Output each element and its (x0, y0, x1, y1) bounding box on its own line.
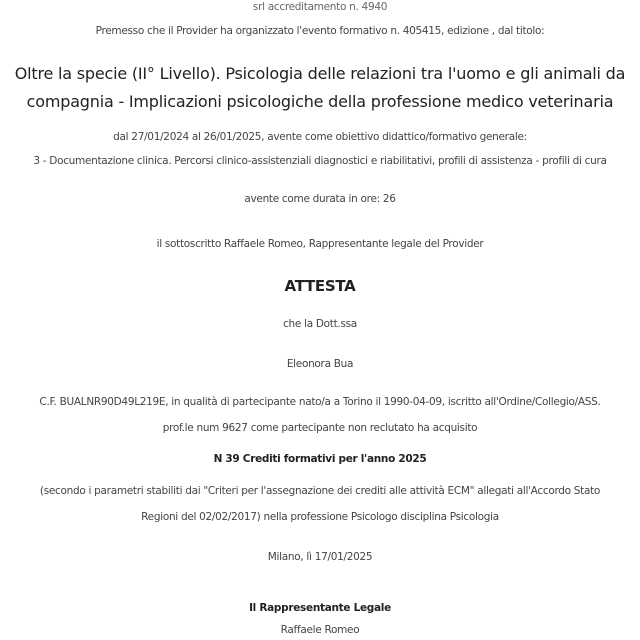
criteria-line1: (secondo i parametri stabiliti dai "Criteri per l'assegnazione dei crediti alle attività ECM" allegati all'Accordo Stato (39, 485, 601, 497)
premise-text: Premesso che il Provider ha organizzato l'evento formativo n. 405415, edizione , dal titolo: (95, 25, 545, 37)
credits-text: N 39 Crediti formativi per l'anno 2025 (213, 453, 427, 465)
objective-text: 3 - Documentazione clinica. Percorsi clinico-assistenziali diagnostici e riabilitativi, profili di assistenza - profili di cura (33, 155, 607, 167)
signatory-text: il sottoscritto Raffaele Romeo, Rappresentante legale del Provider (156, 238, 484, 250)
duration-text: avente come durata in ore: 26 (244, 193, 396, 205)
participant-name: Eleonora Bua (286, 358, 354, 370)
place-date-text: Milano, lì 17/01/2025 (267, 551, 373, 563)
event-title-line2: compagnia - Implicazioni psicologiche della professione medico veterinaria (26, 92, 614, 111)
cf-line: C.F. BUALNR90D49L219E, in qualità di partecipante nato/a a Torino il 1990-04-09, iscritto all'Ordine/Collegio/ASS. (39, 396, 601, 408)
rep-title: Il Rappresentante Legale (249, 602, 391, 614)
che-la-text: che la Dott.ssa (283, 318, 357, 330)
event-title-line1: Oltre la specie (II° Livello). Psicologia delle relazioni tra l'uomo e gli animali da (14, 64, 626, 83)
prof-line: prof.le num 9627 come partecipante non reclutato ha acquisito (162, 422, 478, 434)
dates-text: dal 27/01/2024 al 26/01/2025, avente come obiettivo didattico/formativo generale: (113, 131, 527, 143)
attesta-heading: ATTESTA (284, 277, 356, 295)
rep-name: Raffaele Romeo (280, 624, 360, 636)
criteria-line2: Regioni del 02/02/2017) nella professione Psicologo disciplina Psicologia (141, 511, 499, 523)
accreditation-text: srl accreditamento n. 4940 (252, 1, 388, 13)
